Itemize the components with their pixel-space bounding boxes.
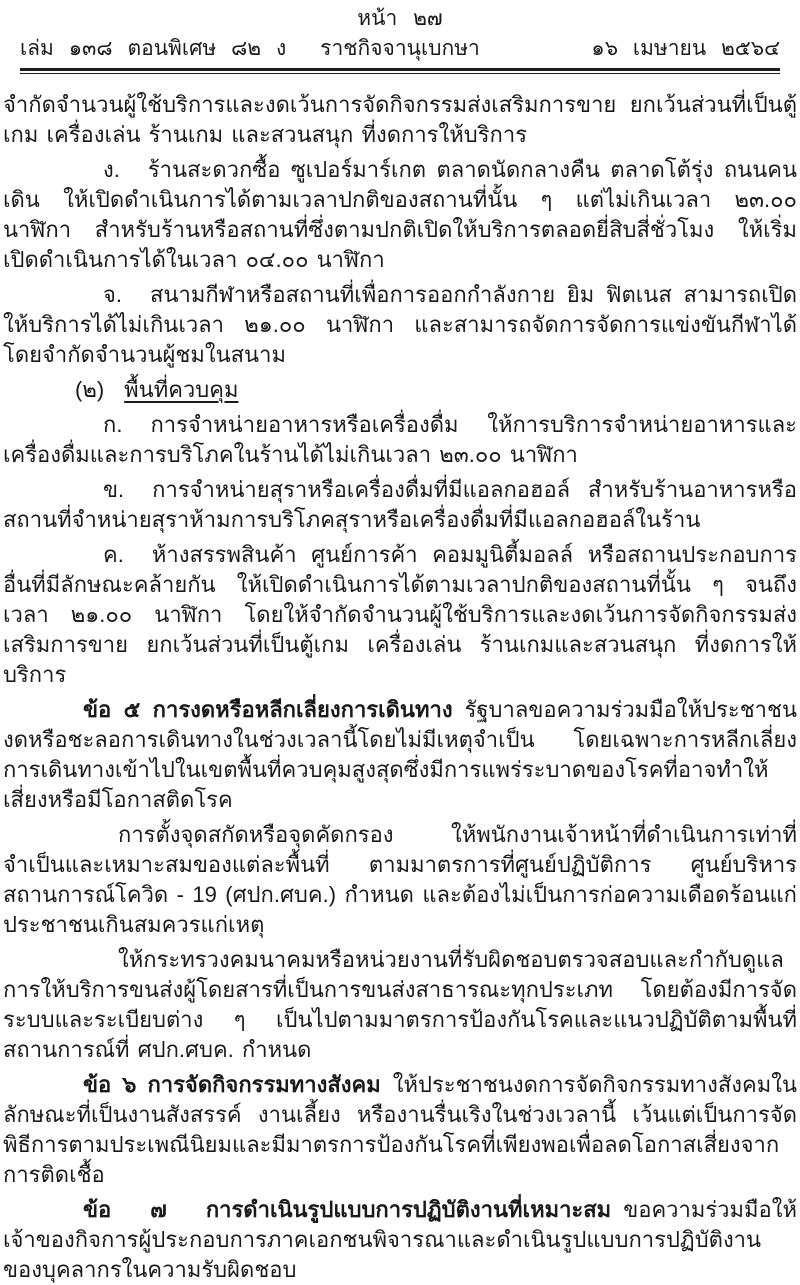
text-run: การจำหน่ายสุราหรือเครื่องดื่มที่มีแอลกอฮอล์ สำหรับร้านอาหารหรือสถานที่จำหน่ายสุราห้ามการบริโภคสุราหรือเครื่องดื่มที่มีแอลกอฮอล์ในร้าน [3,477,797,532]
masthead-row [20,34,780,64]
gazette-title: ราชกิจจานุเบกษา [320,37,480,60]
document-body [0,74,800,1285]
text-run: จำกัดจำนวนผู้ใช้บริการและงดเว้นการจัดกิจกรรมส่งเสริมการขาย ยกเว้นส่วนที่เป็นตู้เกม เครื่องเล่น ร้านเกม และสวนสนุก ที่งดการให้บริการ [3,92,797,147]
text-run: พื้นที่ควบคุม [124,377,239,402]
item-kho-khwai [3,540,797,690]
issue-date: ๑๖ เมษายน ๒๕๖๔ [591,37,780,60]
page-number: หน้า ๒๗ [357,7,443,30]
item-label: ก. [103,412,123,437]
article-6-social-activities [3,1070,797,1190]
item-label: ข้อ ๕ การงดหรือหลีกเลี่ยงการเดินทาง [83,697,453,722]
text-run: ร้านสะดวกซื้อ ซูเปอร์มาร์เกต ตลาดนัดกลางคืน ตลาดโต้รุ่ง ถนนคนเดิน ให้เปิดดำเนินการได้ตามเวลาปกติของสถานที่นั้น ๆ แต่ไม่เกินเวลา ๒๓.๐๐ นาฬิกา สำหรับร้านหรือสถานที่ซึ่งตามปกติเปิดให้บริการตลอดยี่สิบสี่ชั่วโมง ให้เริ่มเปิดดำเนินการได้ในเวลา ๐๔.๐๐ นาฬิกา [3,157,797,272]
item-ko [3,410,797,470]
item-ngo [3,155,797,275]
text-run: การจำหน่ายอาหารหรือเครื่องดื่ม ให้การบริการจำหน่ายอาหารและเครื่องดื่มและการบริโภคในร้านได้ไม่เกินเวลา ๒๓.๐๐ นาฬิกา [3,412,797,467]
item-label: (๒) [75,377,105,402]
para-checkpoints [3,820,797,940]
item-label: ข. [103,477,125,502]
text-run: ให้ประชาชนงดการจัดกิจกรรมทางสังคมในลักษณะที่เป็นงานสังสรรค์ งานเลี้ยง หรืองานรื่นเริงในช่วงเวลานี้ เว้นแต่เป็นการจัดพิธีการตามประเพณีนิยมและมีมาตรการป้องกันโรคที่เพียงพอเพื่อลดโอกาสเสี่ยงจากการติดเชื้อ [3,1072,797,1187]
volume-info: เล่ม ๑๓๘ ตอนพิเศษ ๘๒ ง [20,37,287,60]
item-cho [3,280,797,370]
page-header [0,6,800,74]
item-kho [3,475,797,535]
text-run: รัฐบาลขอความร่วมมือให้ประชาชนงดหรือชะลอการเดินทางในช่วงเวลานี้โดยไม่มีเหตุจำเป็น โดยเฉพาะการหลีกเลี่ยงการเดินทางเข้าไปในเขตพื้นที่ควบคุมสูงสุดซึ่งมีการแพร่ระบาดของโรคที่อาจทำให้เสี่ยงหรือมีโอกาสติดโรค [3,697,797,812]
text-run: สนามกีฬาหรือสถานที่เพื่อการออกกำลังกาย ยิม ฟิตเนส สามารถเปิดให้บริการได้ไม่เกินเวลา ๒๑.๐๐ นาฬิกา และสามารถจัดการจัดการแข่งขันกีฬาได้โดยจำกัดจำนวนผู้ชมในสนาม [3,282,797,367]
article-7-work-arrangement [3,1195,797,1285]
text-run: การตั้งจุดสกัดหรือจุดคัดกรอง ให้พนักงานเจ้าหน้าที่ดำเนินการเท่าที่จำเป็นและเหมาะสมของแต่ละพื้นที่ ตามมาตรการที่ศูนย์ปฏิบัติการ ศูนย์บริหารสถานการณ์โควิด - 19 (ศปก.ศบค.) กำหนด และต้องไม่เป็นการก่อความเดือดร้อนแก่ประชาชนเกินสมควรแก่เหตุ [3,822,797,937]
text-run: ให้กระทรวงคมนาคมหรือหน่วยงานที่รับผิดชอบตรวจสอบและกำกับดูแลการให้บริการขนส่งผู้โดยสารที่เป็นการขนส่งสาธารณะทุกประเภท โดยต้องมีการจัดระบบและระเบียบต่าง ๆ เป็นไปตามมาตรการป้องกันโรคและแนวปฏิบัติตามพื้นที่สถานการณ์ที่ ศปก.ศบค. กำหนด [3,947,797,1062]
para-transport [3,945,797,1065]
text-run: ห้างสรรพสินค้า ศูนย์การค้า คอมมูนิตี้มอลล์ หรือสถานประกอบการอื่นที่มีลักษณะคล้ายกัน ให้เปิดดำเนินการได้ตามเวลาปกติของสถานที่นั้น ๆ จนถึงเวลา ๒๑.๐๐ นาฬิกา โดยให้จำกัดจำนวนผู้ใช้บริการและงดเว้นการจัดกิจกรรมส่งเสริมการขาย ยกเว้นส่วนที่เป็นตู้เกม เครื่องเล่น ร้านเกมและสวนสนุก ที่งดการให้บริการ [3,542,797,687]
clause-2-controlled-area [3,375,797,405]
article-5-travel [3,695,797,815]
item-label: จ. [103,282,123,307]
text-run: ขอความร่วมมือให้เจ้าของกิจการผู้ประกอบการภาคเอกชนพิจารณาและดำเนินรูปแบบการปฏิบัติงานของบุคลากรในความรับผิดชอบ [3,1197,797,1282]
item-label: ง. [103,157,120,182]
item-label: ค. [103,542,124,567]
item-label: ข้อ ๗ การดำเนินรูปแบบการปฏิบัติงานที่เหมาะสม [83,1197,612,1222]
para-continuation [3,90,797,150]
item-label: ข้อ ๖ การจัดกิจกรรมทางสังคม [83,1072,381,1097]
